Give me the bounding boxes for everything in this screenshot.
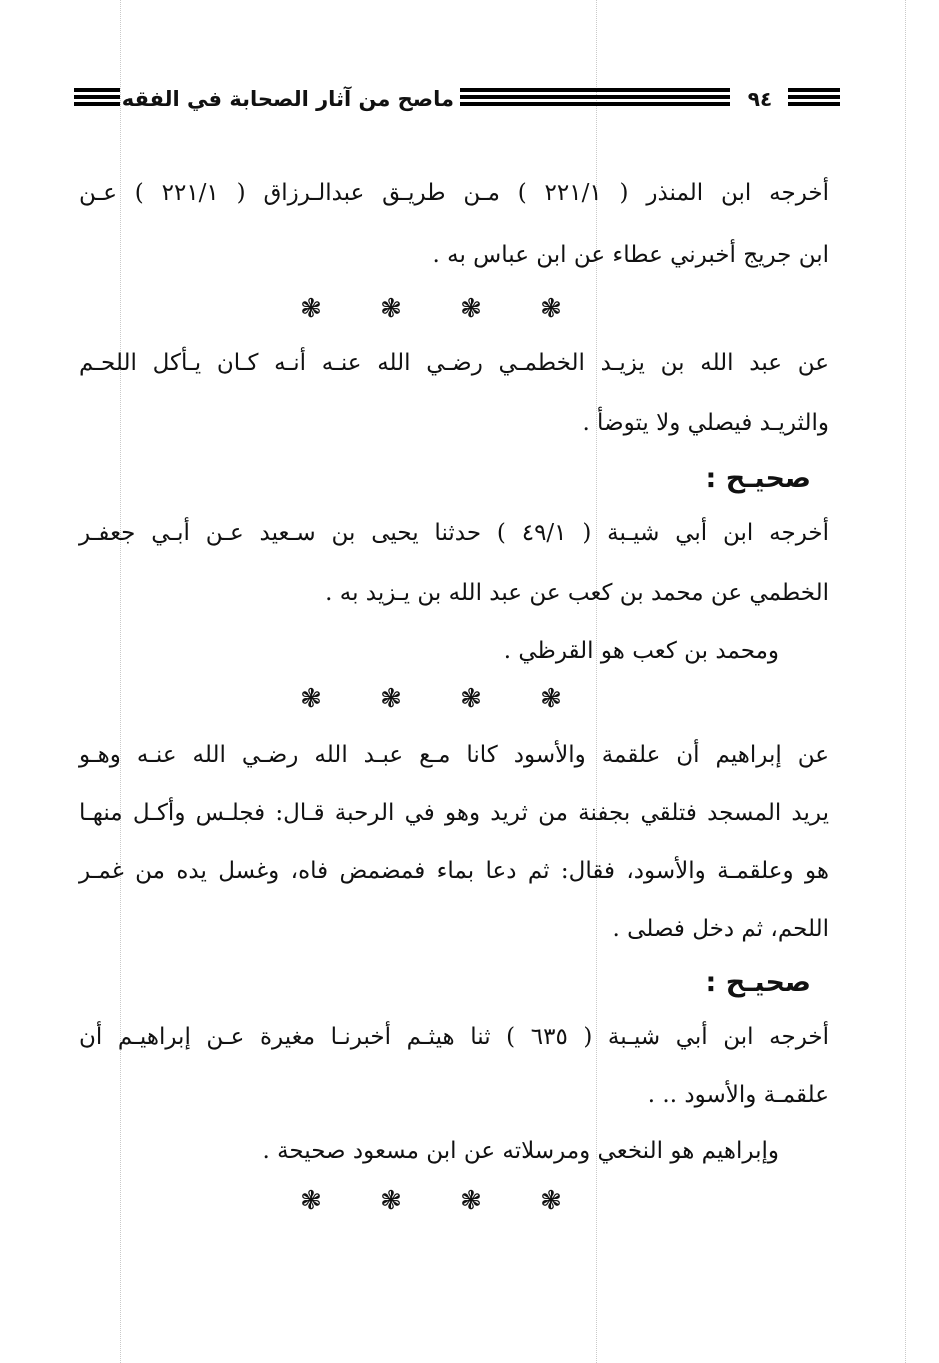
text-line: هو وعلقمـة والأسود، فقال: ثم دعا بماء فمضمض فاه، وغسل يده من غمـر — [79, 858, 829, 884]
header-rule-middle — [460, 88, 730, 110]
header-rule-left — [74, 88, 120, 110]
text-line: اللحم، ثم دخل فصلى . — [612, 916, 829, 942]
section-heading: صحيـح : — [705, 967, 811, 998]
flower-ornament-icon: ❃ — [380, 1186, 402, 1216]
flower-ornament-icon: ❃ — [540, 1186, 562, 1216]
text-line: علقمـة والأسود .. . — [647, 1082, 829, 1108]
flower-ornament-icon: ❃ — [460, 684, 482, 714]
flower-ornament-icon: ❃ — [540, 684, 562, 714]
text-line: أخرجه ابن أبي شيـبة ( ٤٩/١ ) حدثنا يحيى بن سـعيد عـن أبـي جعفـر — [79, 520, 829, 546]
header-title: ماصح من آثار الصحابة في الفقه — [121, 87, 454, 111]
text-line: يريد المسجد فتلقي بجفنة من ثريد وهو في الرحبة قـال: فجلـس وأكـل منهـا — [79, 800, 829, 826]
section-separator — [296, 1186, 566, 1216]
text-line: وإبراهيم هو النخعي ومرسلاته عن ابن مسعود صحيحة . — [262, 1138, 779, 1164]
text-line: ومحمد بن كعب هو القرظي . — [503, 638, 779, 664]
text-line: عن عبد الله بن يزيـد الخطمـي رضـي الله عنـه أنـه كـان يـأكل اللحـم — [79, 350, 829, 376]
flower-ornament-icon: ❃ — [300, 294, 322, 324]
text-line: أخرجه ابن أبي شيـبة ( ٦٣٥ ) ثنا هيثـم أخبرنـا مغيرة عـن إبراهيـم أن — [79, 1024, 829, 1050]
text-line: أخرجه ابن المنذر ( ٢٢١/١ ) مـن طريـق عبدالـرزاق ( ٢٢١/١ ) عـن — [79, 180, 829, 206]
section-separator — [296, 684, 566, 714]
flower-ornament-icon: ❃ — [380, 294, 402, 324]
running-header — [74, 84, 840, 114]
flower-ornament-icon: ❃ — [300, 684, 322, 714]
flower-ornament-icon: ❃ — [460, 294, 482, 324]
text-line: الخطمي عن محمد بن كعب عن عبد الله بن يـزيد به . — [325, 580, 829, 606]
text-line: ابن جريج أخبرني عطاء عن ابن عباس به . — [432, 242, 829, 268]
section-separator — [296, 294, 566, 324]
header-rule-right — [788, 88, 840, 110]
flower-ornament-icon: ❃ — [380, 684, 402, 714]
scan-guide-line — [905, 0, 906, 1363]
text-line: والثريـد فيصلي ولا يتوضأ . — [582, 410, 829, 436]
section-heading: صحيـح : — [705, 463, 811, 494]
flower-ornament-icon: ❃ — [460, 1186, 482, 1216]
text-line: عن إبراهيم أن علقمة والأسود كانا مـع عبـد الله رضـي الله عنـه وهـو — [79, 742, 829, 768]
page-number: ٩٤ — [747, 87, 773, 111]
flower-ornament-icon: ❃ — [300, 1186, 322, 1216]
flower-ornament-icon: ❃ — [540, 294, 562, 324]
